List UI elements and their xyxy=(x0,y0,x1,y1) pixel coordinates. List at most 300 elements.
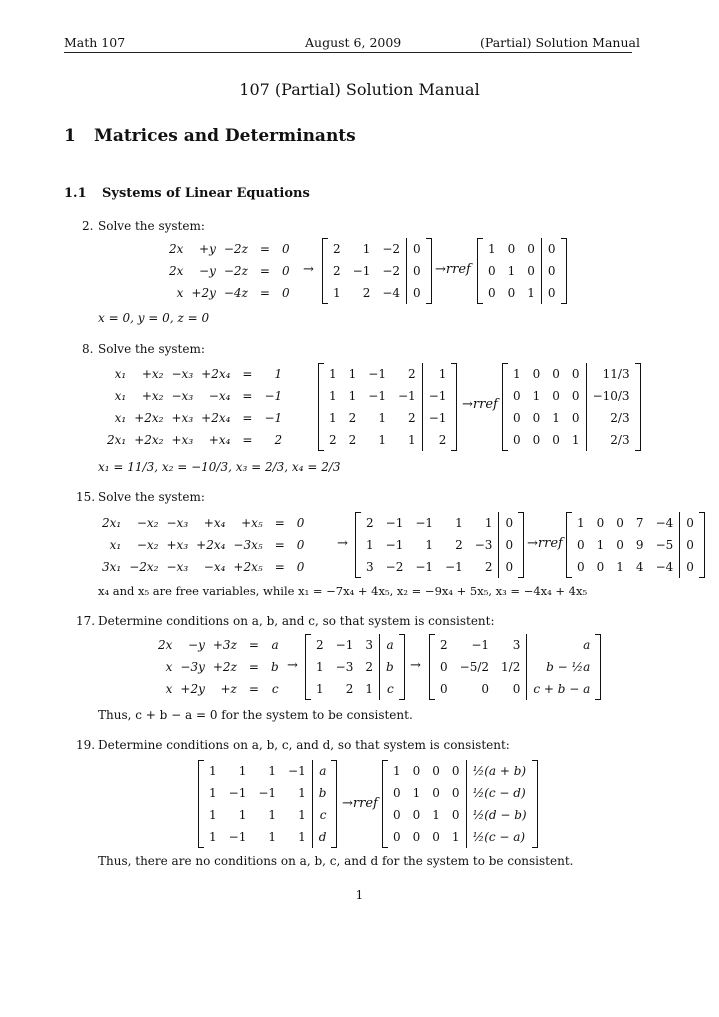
matrix-bracket xyxy=(355,512,361,578)
matrix-cell: 0 xyxy=(552,367,560,381)
matrix-bracket xyxy=(699,512,705,578)
matrix-cell: 2x₁ xyxy=(107,433,127,447)
matrix-cell: 0 xyxy=(488,286,496,300)
matrix-cell: −1 xyxy=(335,638,354,652)
matrix-cell: 1 xyxy=(268,764,277,778)
equation-system xyxy=(165,238,294,304)
matrix-bracket xyxy=(322,238,328,304)
matrix-cell: 0 xyxy=(499,556,519,578)
matrix-bracket xyxy=(502,363,508,451)
matrix-cell: 3 xyxy=(366,560,374,574)
matrix-cell: = xyxy=(248,660,259,674)
matrix-cell: 0 xyxy=(541,282,561,304)
matrix-bracket xyxy=(305,634,311,700)
matrix-bracket xyxy=(566,512,572,578)
conclusion-text: Thus, c + b − a = 0 for the system to be consistent. xyxy=(98,708,413,722)
matrix-cell: 1 xyxy=(209,808,217,822)
rref-matrix xyxy=(566,512,705,578)
matrix-cell: −x₃ xyxy=(166,516,189,530)
solution-text: x₄ and x₅ are free variables, while x₁ = −7x₄ + 4x₅, x₂ = −9x₄ + 5x₅, x₃ = −4x₄ + 4x₅ xyxy=(98,584,588,598)
matrix-bracket xyxy=(532,760,538,848)
matrix-cell: −10/3 xyxy=(586,385,636,407)
matrix-cell: −2x₂ xyxy=(129,560,159,574)
matrix-cell: 0 xyxy=(393,786,401,800)
matrix-cell: +2y xyxy=(191,286,216,300)
matrix-cell: 1 xyxy=(274,367,283,381)
matrix-cell: 2 xyxy=(348,411,357,425)
matrix-cell: +2x₅ xyxy=(233,560,263,574)
matrix-cell: 0 xyxy=(281,286,290,300)
section-heading xyxy=(64,126,356,146)
matrix-cell: −4 xyxy=(655,516,674,530)
matrix-cell: 1 xyxy=(316,682,324,696)
matrix-cell: −x₃ xyxy=(171,367,194,381)
matrix-cell: 0 xyxy=(296,560,305,574)
matrix-cell: 0 xyxy=(432,764,440,778)
matrix-cell: 0 xyxy=(393,830,401,844)
problem-prompt: Solve the system: xyxy=(98,219,205,233)
matrix-cell: −3y xyxy=(180,660,205,674)
matrix-cell: b xyxy=(270,660,279,674)
matrix-cell: 2x xyxy=(158,638,173,652)
matrix-cell: = xyxy=(242,367,253,381)
matrix-cell: 2 xyxy=(333,264,341,278)
subsection-title: Systems of Linear Equations xyxy=(102,186,310,201)
matrix-cell: +2x₄ xyxy=(201,411,231,425)
matrix-bracket xyxy=(429,634,435,700)
matrix-cell: ½(c − a) xyxy=(466,826,533,848)
matrix-cell: = xyxy=(274,538,285,552)
matrix-bracket xyxy=(451,363,457,451)
matrix-cell: 0 xyxy=(412,764,421,778)
matrix-bracket xyxy=(595,634,601,700)
matrix-cell: x₁ xyxy=(114,411,127,425)
matrix-cell: 0 xyxy=(507,242,516,256)
matrix-cell: 1 xyxy=(432,808,440,822)
matrix-cell: 0 xyxy=(680,556,700,578)
matrix-cell: a xyxy=(312,760,332,782)
matrix-cell: 0 xyxy=(507,286,516,300)
matrix-cell: 1 xyxy=(329,411,337,425)
matrix-cell: 1 xyxy=(484,516,493,530)
matrix-cell: 0 xyxy=(296,516,305,530)
matrix-cell: 0 xyxy=(513,433,521,447)
matrix-cell: −y xyxy=(188,638,205,652)
matrix-cell: −1 xyxy=(415,560,434,574)
header-course: Math 107 xyxy=(64,35,126,50)
matrix-cell: 0 xyxy=(407,260,427,282)
matrix-cell: 0 xyxy=(541,260,561,282)
rref-arrow: →rref xyxy=(342,796,378,811)
problem-prompt: Determine conditions on a, b, c, and d, so that system is consistent: xyxy=(98,738,510,752)
matrix-cell: c xyxy=(312,804,332,826)
matrix-bracket xyxy=(318,363,324,451)
matrix-cell: 0 xyxy=(552,389,560,403)
matrix-cell: 2 xyxy=(365,660,373,674)
row-reduce-arrow: → xyxy=(287,658,298,673)
matrix-cell: −5/2 xyxy=(459,660,490,674)
matrix-cell: −x₄ xyxy=(203,560,226,574)
matrix-cell: 1 xyxy=(298,808,306,822)
matrix-cell: 1 xyxy=(488,242,496,256)
matrix-cell: 0 xyxy=(596,516,605,530)
matrix-cell: 2 xyxy=(274,433,283,447)
matrix-cell: 1 xyxy=(596,538,605,552)
matrix-bracket xyxy=(477,238,483,304)
matrix-cell: 0 xyxy=(571,389,580,403)
matrix-cell: −1 xyxy=(264,411,283,425)
matrix-cell: 2x xyxy=(169,242,184,256)
matrix-cell: = xyxy=(274,560,285,574)
matrix-cell: 1 xyxy=(412,786,421,800)
matrix-cell: 2 xyxy=(455,538,463,552)
matrix-cell: +2x₄ xyxy=(201,367,231,381)
matrix-cell: −2 xyxy=(382,242,401,256)
matrix-cell: c xyxy=(271,682,279,696)
matrix-cell: 1 xyxy=(209,830,217,844)
matrix-cell: 0 xyxy=(432,786,440,800)
section-title: Matrices and Determinants xyxy=(94,126,356,146)
problem-prompt: Solve the system: xyxy=(98,490,205,504)
conclusion-text: Thus, there are no conditions on a, b, c, and d for the system to be consistent. xyxy=(98,854,574,868)
matrix-cell: 1 xyxy=(365,682,373,696)
matrix-cell: 0 xyxy=(571,411,580,425)
problem-number: 2. xyxy=(82,219,94,233)
matrix-cell: b − ½a xyxy=(527,656,596,678)
matrix-cell: 1 xyxy=(209,786,217,800)
matrix-cell: 2/3 xyxy=(586,429,636,451)
matrix-cell: −x₄ xyxy=(208,389,231,403)
matrix-cell: 0 xyxy=(680,534,700,556)
matrix-cell: −1 xyxy=(288,764,306,778)
solution-text: x₁ = 11/3, x₂ = −10/3, x₃ = 2/3, x₄ = 2/3 xyxy=(98,460,341,474)
matrix-cell: +x₄ xyxy=(208,433,231,447)
matrix-cell: +2y xyxy=(180,682,205,696)
matrix-cell: = xyxy=(259,286,270,300)
matrix-cell: 0 xyxy=(440,660,448,674)
matrix-cell: 0 xyxy=(513,411,521,425)
problem-prompt: Solve the system: xyxy=(98,342,205,356)
matrix-cell: +x₄ xyxy=(203,516,226,530)
matrix-bracket xyxy=(561,238,567,304)
problem-number: 8. xyxy=(82,342,94,356)
matrix-cell: −1 xyxy=(352,264,371,278)
matrix-cell: +x₂ xyxy=(141,367,164,381)
matrix-cell: 11/3 xyxy=(586,363,636,385)
matrix-cell: 3x₁ xyxy=(102,560,122,574)
matrix-cell: d xyxy=(312,826,332,848)
matrix-cell: 0 xyxy=(432,830,440,844)
problem-number: 17. xyxy=(76,614,96,628)
matrix-cell: 0 xyxy=(577,538,585,552)
matrix-cell: x xyxy=(165,660,173,674)
augmented-matrix xyxy=(198,760,337,848)
matrix-cell: ½(c − d) xyxy=(466,782,533,804)
equation-system xyxy=(103,363,286,451)
subsection-number: 1.1 xyxy=(64,186,87,201)
matrix-cell: 1 xyxy=(616,560,624,574)
matrix-cell: = xyxy=(248,682,259,696)
matrix-cell: 1 xyxy=(577,516,585,530)
matrix-cell: 1 xyxy=(298,786,306,800)
matrix-cell: c + b − a xyxy=(527,678,596,700)
rref-matrix xyxy=(477,238,567,304)
matrix-cell: 1 xyxy=(366,538,374,552)
matrix-cell: 0 xyxy=(451,764,460,778)
matrix-cell: 1 xyxy=(408,433,416,447)
reduced-matrix xyxy=(429,634,601,700)
matrix-cell: 2 xyxy=(422,429,452,451)
matrix-cell: 0 xyxy=(532,367,541,381)
matrix-cell: −y xyxy=(199,264,216,278)
matrix-bracket xyxy=(635,363,641,451)
matrix-cell: +z xyxy=(220,682,237,696)
matrix-cell: a xyxy=(379,634,399,656)
augmented-matrix xyxy=(318,363,457,451)
matrix-cell: 2 xyxy=(366,516,374,530)
matrix-cell: 0 xyxy=(407,238,427,260)
matrix-cell: −5 xyxy=(655,538,674,552)
matrix-cell: 2x xyxy=(169,264,184,278)
matrix-cell: 1 xyxy=(378,433,386,447)
matrix-cell: 1 xyxy=(333,286,341,300)
matrix-cell: 7 xyxy=(635,516,644,530)
matrix-cell: 2 xyxy=(440,638,448,652)
matrix-cell: 0 xyxy=(488,264,496,278)
matrix-cell: 0 xyxy=(281,264,290,278)
matrix-bracket xyxy=(399,634,405,700)
matrix-cell: −1 xyxy=(228,786,247,800)
problem-prompt: Determine conditions on a, b, and c, so that system is consistent: xyxy=(98,614,495,628)
matrix-cell: a xyxy=(271,638,279,652)
matrix-cell: 1 xyxy=(316,660,324,674)
matrix-cell: +x₂ xyxy=(141,389,164,403)
matrix-cell: +2x₄ xyxy=(196,538,226,552)
matrix-cell: 2 xyxy=(316,638,324,652)
matrix-cell: 2 xyxy=(362,286,371,300)
matrix-cell: 2x₁ xyxy=(102,516,122,530)
matrix-cell: −1 xyxy=(368,367,386,381)
matrix-cell: b xyxy=(379,656,399,678)
matrix-cell: −x₂ xyxy=(136,538,159,552)
matrix-bracket xyxy=(198,760,204,848)
matrix-cell: 0 xyxy=(499,512,519,534)
matrix-cell: b xyxy=(312,782,332,804)
matrix-cell: −2 xyxy=(382,264,401,278)
matrix-cell: c xyxy=(379,678,399,700)
matrix-cell: = xyxy=(248,638,259,652)
matrix-cell: −2z xyxy=(223,264,248,278)
matrix-cell: 0 xyxy=(527,264,535,278)
matrix-cell: −4z xyxy=(223,286,248,300)
matrix-cell: −1 xyxy=(368,389,386,403)
matrix-cell: 2 xyxy=(408,411,416,425)
matrix-cell: x xyxy=(165,682,173,696)
matrix-cell: +2x₂ xyxy=(134,433,164,447)
matrix-cell: 3 xyxy=(365,638,373,652)
matrix-cell: 0 xyxy=(616,516,624,530)
matrix-cell: = xyxy=(242,411,253,425)
matrix-cell: = xyxy=(242,389,253,403)
section-number: 1 xyxy=(64,126,76,146)
matrix-cell: +2x₂ xyxy=(134,411,164,425)
matrix-cell: −x₂ xyxy=(136,516,159,530)
matrix-cell: −x₃ xyxy=(166,560,189,574)
matrix-cell: 1 xyxy=(362,242,371,256)
matrix-cell: −1 xyxy=(397,389,416,403)
augmented-matrix xyxy=(355,512,524,578)
matrix-cell: 0 xyxy=(296,538,305,552)
matrix-cell: 0 xyxy=(552,433,560,447)
matrix-cell: +x₃ xyxy=(171,411,194,425)
matrix-cell: 1 xyxy=(507,264,516,278)
rref-arrow: →rref xyxy=(435,262,471,277)
matrix-cell: 1 xyxy=(532,389,541,403)
matrix-cell: 4 xyxy=(635,560,644,574)
rref-matrix xyxy=(502,363,641,451)
matrix-cell: −x₃ xyxy=(171,389,194,403)
matrix-cell: 0 xyxy=(451,786,460,800)
matrix-cell: 1/2 xyxy=(501,660,521,674)
matrix-cell: 1 xyxy=(268,808,277,822)
row-reduce-arrow: → xyxy=(303,262,314,277)
header-rule xyxy=(64,52,632,53)
matrix-cell: 0 xyxy=(571,367,580,381)
matrix-cell: x₁ xyxy=(114,389,127,403)
matrix-cell: ½(d − b) xyxy=(466,804,533,826)
matrix-cell: 0 xyxy=(512,682,521,696)
matrix-cell: 2 xyxy=(408,367,416,381)
matrix-cell: 1 xyxy=(238,764,247,778)
matrix-cell: 2 xyxy=(333,242,341,256)
equation-system xyxy=(154,634,283,700)
matrix-cell: 1 xyxy=(329,389,337,403)
matrix-cell: −1 xyxy=(385,538,404,552)
matrix-cell: −1 xyxy=(445,560,463,574)
header-doc: (Partial) Solution Manual xyxy=(480,35,640,50)
matrix-cell: 0 xyxy=(412,830,421,844)
matrix-cell: 1 xyxy=(348,389,357,403)
matrix-cell: −3 xyxy=(335,660,354,674)
matrix-cell: = xyxy=(242,433,253,447)
matrix-cell: x₁ xyxy=(109,538,122,552)
matrix-cell: 0 xyxy=(499,534,519,556)
equation-system xyxy=(98,512,308,578)
matrix-cell: +2z xyxy=(212,660,237,674)
matrix-cell: +x₃ xyxy=(166,538,189,552)
matrix-cell: = xyxy=(259,264,270,278)
matrix-cell: 0 xyxy=(616,538,624,552)
matrix-cell: 9 xyxy=(635,538,644,552)
matrix-cell: −4 xyxy=(382,286,401,300)
matrix-cell: 1 xyxy=(393,764,401,778)
matrix-cell: 0 xyxy=(513,389,521,403)
matrix-cell: 0 xyxy=(527,242,535,256)
matrix-cell: −1 xyxy=(422,385,452,407)
augmented-matrix xyxy=(305,634,405,700)
matrix-cell: 2 xyxy=(329,433,337,447)
matrix-cell: −1 xyxy=(264,389,283,403)
matrix-cell: 0 xyxy=(532,433,541,447)
matrix-cell: 0 xyxy=(532,411,541,425)
matrix-cell: −1 xyxy=(415,516,434,530)
problem-number: 15. xyxy=(76,490,96,504)
matrix-cell: 0 xyxy=(596,560,605,574)
matrix-cell: 0 xyxy=(281,242,290,256)
matrix-cell: −3 xyxy=(474,538,493,552)
subsection-heading xyxy=(64,186,310,201)
matrix-cell: 0 xyxy=(481,682,490,696)
matrix-cell: 1 xyxy=(209,764,217,778)
row-reduce-arrow: → xyxy=(410,658,421,673)
matrix-cell: 1 xyxy=(455,516,463,530)
matrix-cell: 1 xyxy=(422,363,452,385)
matrix-cell: 2 xyxy=(345,682,354,696)
matrix-cell: 1 xyxy=(425,538,434,552)
matrix-cell: 0 xyxy=(440,682,448,696)
matrix-cell: = xyxy=(259,242,270,256)
matrix-cell: 0 xyxy=(451,808,460,822)
matrix-cell: 1 xyxy=(451,830,460,844)
matrix-cell: 0 xyxy=(680,512,700,534)
header-date: August 6, 2009 xyxy=(305,35,402,50)
matrix-cell: 3 xyxy=(512,638,521,652)
matrix-cell: −1 xyxy=(228,830,247,844)
matrix-bracket xyxy=(331,760,337,848)
matrix-cell: 1 xyxy=(527,286,535,300)
row-reduce-arrow: → xyxy=(337,536,348,551)
matrix-cell: ½(a + b) xyxy=(466,760,533,782)
matrix-cell: 1 xyxy=(238,808,247,822)
matrix-cell: 1 xyxy=(329,367,337,381)
matrix-cell: −1 xyxy=(258,786,277,800)
matrix-cell: x₁ xyxy=(114,367,127,381)
matrix-cell: 0 xyxy=(577,560,585,574)
matrix-bracket xyxy=(518,512,524,578)
matrix-cell: −2z xyxy=(223,242,248,256)
matrix-cell: 0 xyxy=(407,282,427,304)
matrix-cell: −1 xyxy=(471,638,490,652)
matrix-cell: +y xyxy=(199,242,216,256)
matrix-bracket xyxy=(426,238,432,304)
page-number: 1 xyxy=(355,888,364,902)
rref-matrix xyxy=(382,760,538,848)
matrix-cell: 1 xyxy=(298,830,306,844)
matrix-cell: 2/3 xyxy=(586,407,636,429)
matrix-cell: −1 xyxy=(422,407,452,429)
matrix-cell: 2 xyxy=(348,433,357,447)
matrix-cell: 1 xyxy=(571,433,580,447)
matrix-cell: a xyxy=(527,634,596,656)
matrix-cell: −2 xyxy=(385,560,404,574)
matrix-cell: x xyxy=(176,286,184,300)
matrix-cell: 1 xyxy=(513,367,521,381)
document-title: 107 (Partial) Solution Manual xyxy=(239,80,480,99)
rref-arrow: →rref xyxy=(462,397,498,412)
matrix-cell: 1 xyxy=(552,411,560,425)
matrix-cell: 0 xyxy=(393,808,401,822)
matrix-cell: −3x₅ xyxy=(233,538,263,552)
matrix-cell: +x₅ xyxy=(241,516,263,530)
augmented-matrix xyxy=(322,238,432,304)
matrix-cell: 1 xyxy=(348,367,357,381)
matrix-cell: +x₃ xyxy=(171,433,194,447)
matrix-cell: −4 xyxy=(655,560,674,574)
matrix-cell: 0 xyxy=(541,238,561,260)
matrix-cell: 1 xyxy=(268,830,277,844)
matrix-cell: −1 xyxy=(385,516,404,530)
matrix-cell: 1 xyxy=(378,411,386,425)
